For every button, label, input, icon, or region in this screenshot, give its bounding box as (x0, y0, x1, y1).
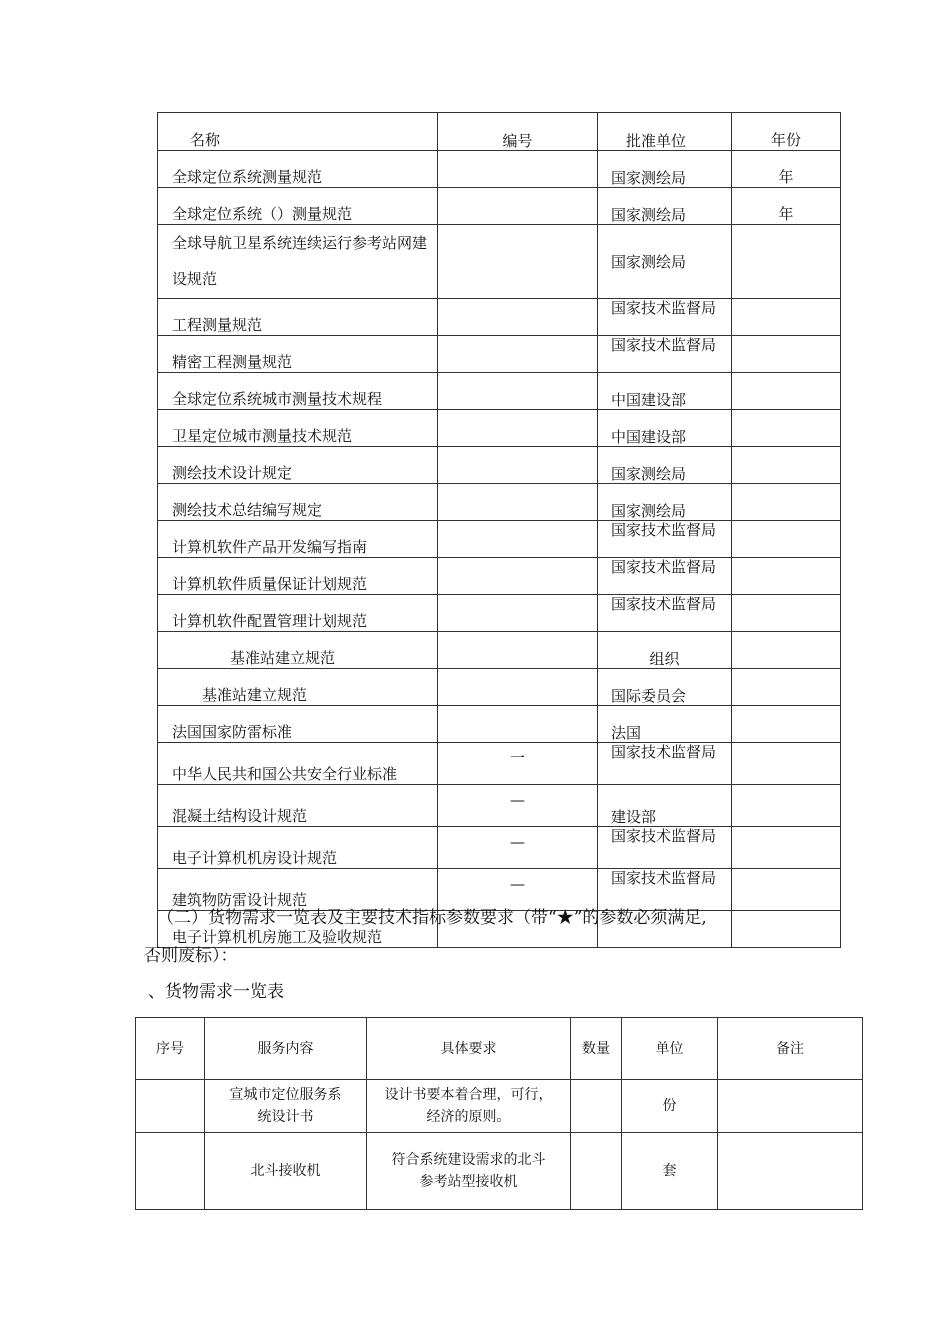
header-service: 服务内容 (205, 1018, 367, 1080)
row-year (732, 484, 841, 521)
row-name: 全球定位系统测量规范 (158, 151, 438, 188)
table-row (158, 336, 841, 373)
row-name: 全球定位系统城市测量技术规程 (158, 373, 438, 410)
row-year (732, 869, 841, 911)
row-year (732, 299, 841, 336)
header-spec: 具体要求 (367, 1018, 571, 1080)
row-unit: 国家技术监督局 (598, 869, 732, 911)
row-name: 电子计算机机房设计规范 (158, 827, 438, 869)
table-row (136, 1133, 863, 1210)
section-heading-line1: （二）货物需求一览表及主要技术指标参数要求（带“★”的参数必须满足, (157, 908, 707, 928)
row-code (438, 521, 598, 558)
row-name: 法国国家防雷标准 (158, 706, 438, 743)
table-row (158, 743, 841, 785)
row-unit: 国家技术监督局 (598, 595, 732, 632)
row-name: 全球定位系统（）测量规范 (158, 188, 438, 225)
row-year (732, 336, 841, 373)
table-row (158, 869, 841, 911)
table-row (158, 521, 841, 558)
row-unit: 份 (622, 1080, 718, 1133)
row-year (732, 595, 841, 632)
row-code (438, 632, 598, 669)
row-name: 计算机软件质量保证计划规范 (158, 558, 438, 595)
row-code: — (438, 827, 598, 869)
table-row (158, 151, 841, 188)
row-name: 全球导航卫星系统连续运行参考站网建设规范 (158, 225, 438, 299)
row-year (732, 521, 841, 558)
row-year: 年 (732, 151, 841, 188)
row-year (732, 827, 841, 869)
row-remark (718, 1133, 863, 1210)
table-row (158, 558, 841, 595)
row-code (438, 447, 598, 484)
row-code (438, 484, 598, 521)
row-unit: 国家测绘局 (598, 447, 732, 484)
row-seq (136, 1080, 205, 1133)
row-seq (136, 1133, 205, 1210)
table-row (158, 785, 841, 827)
row-unit: 国家测绘局 (598, 151, 732, 188)
row-unit: 中国建设部 (598, 410, 732, 447)
row-name: 中华人民共和国公共安全行业标准 (158, 743, 438, 785)
header-seq: 序号 (136, 1018, 205, 1080)
row-year (732, 785, 841, 827)
row-unit: 法国 (598, 706, 732, 743)
table-row (158, 410, 841, 447)
table-row (158, 373, 841, 410)
table-row (158, 632, 841, 669)
row-year (732, 373, 841, 410)
row-year (732, 558, 841, 595)
row-name: 混凝土结构设计规范 (158, 785, 438, 827)
row-code (438, 336, 598, 373)
table-row (158, 669, 841, 706)
header-qty: 数量 (571, 1018, 622, 1080)
row-name: 基准站建立规范 (158, 669, 438, 706)
row-year (732, 225, 841, 299)
requirements-table (135, 1017, 863, 1210)
table-row (158, 827, 841, 869)
table-row (158, 447, 841, 484)
row-code (438, 299, 598, 336)
row-code (438, 595, 598, 632)
row-service: 北斗接收机 (205, 1133, 367, 1210)
row-name: 计算机软件产品开发编写指南 (158, 521, 438, 558)
header-remark: 备注 (718, 1018, 863, 1080)
row-name: 测绘技术设计规定 (158, 447, 438, 484)
row-name: 建筑物防雷设计规范 (158, 869, 438, 911)
subheading: 、货物需求一览表 (148, 982, 284, 1002)
section-heading-line2: 否则废标）： (144, 946, 238, 966)
row-name: 基准站建立规范 (158, 632, 438, 669)
standards-table (157, 112, 841, 948)
table-row (136, 1080, 863, 1133)
row-unit: 国家技术监督局 (598, 521, 732, 558)
row-qty (571, 1133, 622, 1210)
requirements-header-row (136, 1018, 863, 1080)
row-name: 计算机软件配置管理计划规范 (158, 595, 438, 632)
header-code: 编号 (438, 113, 598, 151)
row-unit: 组织 (598, 632, 732, 669)
row-name: 电子计算机机房施工及验收规范 (158, 911, 438, 948)
header-name: 名称 (158, 113, 438, 151)
table-row (158, 188, 841, 225)
table-row (158, 706, 841, 743)
row-unit: 国家技术监督局 (598, 336, 732, 373)
row-code: 一 (438, 743, 598, 785)
row-year (732, 669, 841, 706)
row-year: 年 (732, 188, 841, 225)
header-unit: 单位 (622, 1018, 718, 1080)
row-unit: 国家技术监督局 (598, 827, 732, 869)
table-row (158, 299, 841, 336)
row-name: 测绘技术总结编写规定 (158, 484, 438, 521)
row-code (438, 373, 598, 410)
row-unit: 国家测绘局 (598, 225, 732, 299)
row-year (732, 911, 841, 948)
row-unit: 建设部 (598, 785, 732, 827)
row-code (438, 669, 598, 706)
row-qty (571, 1080, 622, 1133)
row-remark (718, 1080, 863, 1133)
row-service: 宣城市定位服务系统设计书 (205, 1080, 367, 1133)
row-year (732, 632, 841, 669)
header-unit: 批准单位 (598, 113, 732, 151)
row-spec: 设计书要本着合理，可行，经济的原则。 (367, 1080, 571, 1133)
table-row (158, 484, 841, 521)
row-code (438, 706, 598, 743)
header-year: 年份 (732, 113, 841, 151)
row-unit: 国际委员会 (598, 669, 732, 706)
row-code (438, 558, 598, 595)
row-code: — (438, 869, 598, 911)
row-name: 工程测量规范 (158, 299, 438, 336)
row-unit: 国家技术监督局 (598, 558, 732, 595)
row-unit: 国家测绘局 (598, 188, 732, 225)
row-code (438, 151, 598, 188)
row-year (732, 410, 841, 447)
row-code (438, 188, 598, 225)
row-name: 精密工程测量规范 (158, 336, 438, 373)
row-unit: 国家技术监督局 (598, 743, 732, 785)
row-unit: 国家测绘局 (598, 484, 732, 521)
row-name: 卫星定位城市测量技术规范 (158, 410, 438, 447)
row-unit: 套 (622, 1133, 718, 1210)
row-spec: 符合系统建设需求的北斗参考站型接收机 (367, 1133, 571, 1210)
row-code: — (438, 785, 598, 827)
row-unit: 中国建设部 (598, 373, 732, 410)
row-code (438, 225, 598, 299)
row-code (438, 410, 598, 447)
row-year (732, 706, 841, 743)
table-row (158, 595, 841, 632)
row-year (732, 447, 841, 484)
table-row (158, 225, 841, 299)
row-year (732, 743, 841, 785)
row-unit: 国家技术监督局 (598, 299, 732, 336)
standards-header-row (158, 113, 841, 151)
